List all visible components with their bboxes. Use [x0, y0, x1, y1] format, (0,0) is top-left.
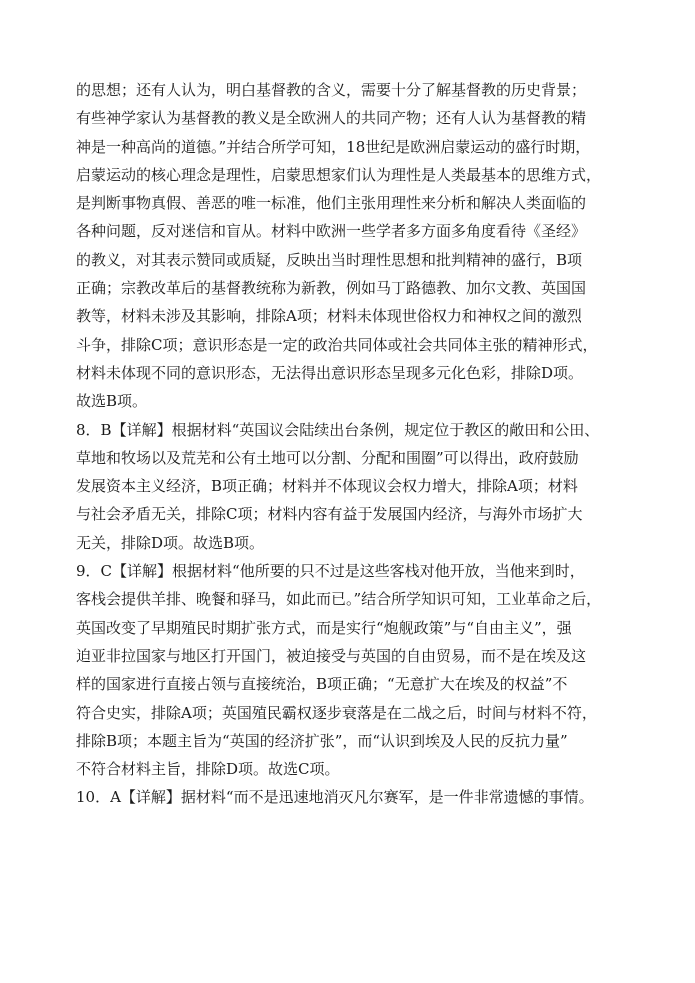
text-line: 有些神学家认为基督教的教义是全欧洲人的共同产物；还有人认为基督教的精: [76, 109, 587, 128]
text-line: 启蒙运动的核心理念是理性，启蒙思想家们认为理性是人类最基本的思维方式，: [76, 165, 602, 184]
text-line: 客栈会提供羊排、晚餐和驿马，如此而已。”结合所学知识可知，工业革命之后，: [76, 590, 602, 609]
answer-explanation-text: [76, 76, 666, 812]
text-line: 的思想；还有人认为，明白基督教的含义，需要十分了解基督教的历史背景；: [76, 81, 587, 99]
text-line: 9．C【详解】根据材料“他所要的只不过是这些客栈对他开放，当他来到时，: [76, 562, 585, 581]
text-line: 材料未体现不同的意识形态，无法得出意识形态呈现多元化色彩，排除D项。: [76, 363, 584, 382]
text-line: 故选B项。: [76, 392, 148, 411]
text-line: 不符合材料主旨，排除D项。故选C项。: [76, 760, 340, 779]
text-line: 教等，材料未涉及其影响，排除A项；材料未体现世俗权力和神权之间的激烈: [76, 307, 582, 326]
text-line: 符合史实，排除A项；英国殖民霸权逐步衰落是在二战之后，时间与材料不符，: [76, 703, 597, 722]
text-line: 英国改变了早期殖民时期扩张方式，而是实行“炮舰政策”与“自由主义”，强: [76, 618, 572, 637]
text-line: 样的国家进行直接占领与直接统治，B项正确；“无意扩大在埃及的权益”不: [76, 675, 568, 694]
text-line: 8．B【详解】根据材料“英国议会陆续出台条例，规定位于教区的敞田和公田、: [76, 420, 600, 439]
text-line: 发展资本主义经济，B项正确；材料并不体现议会权力增大，排除A项；材料: [76, 477, 578, 496]
text-line: 排除B项；本题主旨为“英国的经济扩张”，而“认识到埃及人民的反抗力量”: [76, 731, 568, 750]
text-line: 正确；宗教改革后的基督教统称为新教，例如马丁路德教、加尔文教、英国国: [76, 279, 587, 298]
text-line: 与社会矛盾无关，排除C项；材料内容有益于发展国内经济，与海外市场扩大: [76, 505, 583, 524]
text-line: 迫亚非拉国家与地区打开国门，被迫接受与英国的自由贸易，而不是在埃及这: [76, 646, 587, 665]
text-line: 是判断事物真假、善恶的唯一标准，他们主张用理性来分析和解决人类面临的: [76, 194, 587, 213]
text-line: 的教义，对其表示赞同或质疑，反映出当时理性思想和批判精神的盛行，B项: [76, 250, 583, 269]
text-line: 无关，排除D项。故选B项。: [76, 533, 265, 552]
text-line: 10．A【详解】据材料“而不是迅速地消灭凡尔赛军，是一件非常遗憾的事情。: [76, 788, 594, 807]
text-line: 草地和牧场以及荒芜和公有土地可以分割、分配和围圈”可以得出，政府鼓励: [76, 448, 579, 467]
text-line: 各种问题，反对迷信和盲从。材料中欧洲一些学者多方面多角度看待《圣经》: [76, 222, 587, 241]
text-line: 神是一种高尚的道德。”并结合所学可知，18世纪是欧洲启蒙运动的盛行时期，: [76, 137, 591, 156]
text-line: 斗争，排除C项；意识形态是一定的政治共同体或社会共同体主张的精神形式，: [76, 335, 598, 354]
